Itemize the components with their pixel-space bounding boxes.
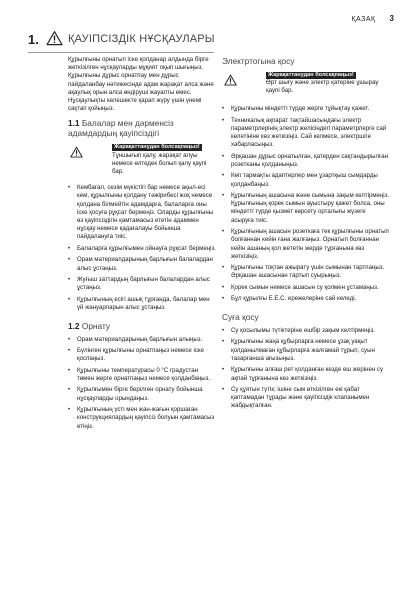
list-item: • Кембағал, сезім мүкістігі бар немесе ақыл-есі кем, құрылғыны қолдану тәжірибесі жоқ немесе қолдана білмейтін адамдарға, балаларға оны іске қосуға рұқсат бермеңіз. Оларды құрылғыны өз қауіпсіздігін қамтамасыз ететін адаммен нұсқау немесе қадағалауы бойынша пайдалануға тиіс. xyxy=(68,184,216,241)
list-item: • Су құятын түтік; ішіне сым өткізілген екі қабат қаптамадан тұрады және қауіпсіздік клапанымен жабдықталған. xyxy=(222,386,390,411)
list-item: • Құрылғыны міндетті түрде жерге тұйықтау қажет. xyxy=(222,105,390,113)
chapter-number: 1. xyxy=(28,32,39,47)
left-column xyxy=(68,56,216,434)
section-heading-water: Суға қосу xyxy=(222,311,259,322)
chapter-title: ҚАУІПСІЗДІК НҰСҚАУЛАРЫ xyxy=(68,33,215,45)
right-column xyxy=(222,56,390,414)
warning-block xyxy=(222,71,390,97)
page-number: 3 xyxy=(389,14,394,23)
warning-triangle-icon xyxy=(70,146,83,158)
language-label: ҚАЗАҚ xyxy=(351,16,376,23)
section-title: Орнату xyxy=(81,320,110,331)
list-item: • Орам материалдарының барлығын алыңыз. xyxy=(68,336,216,344)
warning-triangle-icon xyxy=(224,74,237,86)
section-number: 1.2 xyxy=(68,320,80,331)
section-heading-installation xyxy=(68,321,216,331)
intro-paragraph: Құрылғыны орнатып іске қолданар алдында бірге жеткізілген нұсқауларды мұқият оқып шығыңыз. Құрылғыны дұрыс орнатпау мен дұрыс пайдаланбау нәтижесінде адам жарақат алса және ақаулық орын алса өндіруші жауапты емес. Нұсқаулықты келешекте қарап жүру үшін үнемі сақтап қойыңыз. xyxy=(68,56,214,113)
list-item: • Жуғыш заттардың барлығын балалардан алыс ұстаңыз. xyxy=(68,276,216,292)
section-title: Балалар мен дәрменсіз адамдардың қауіпсіздігі xyxy=(68,118,174,139)
list-item: • Техникалық ақпарат тақтайшасындағы электр параметрлерінің электр желісіндегі параметрлерге сай келетініне көз жеткізіңіз. Сай келмесе, электршіге хабарласыңыз. xyxy=(222,117,390,150)
warning-block xyxy=(68,143,216,176)
chapter-heading xyxy=(28,30,218,52)
list-item: • Қорек сымын немесе ашасын су қолмен ұстамаңыз. xyxy=(222,284,390,292)
list-item: • Бұл құрылғы Е.Е.С. ережелеріне сай келеді. xyxy=(222,295,390,303)
list-item: • Көп тармақты адаптерлер мен ұзартқыш сымдарды қолданбаңыз. xyxy=(222,172,390,188)
list-item: • Бүлінген құрылғыны орнатпаңыз немесе іске қоспаңыз. xyxy=(68,347,216,363)
bullet-list xyxy=(222,327,390,411)
section-heading-children-safety xyxy=(68,118,216,138)
list-item: • Құрылғының ашасын розеткаға тек құрылғыны орнатып болғаннан кейін ғана жалғаңыз. Орнатып болғаннан кейін ашаның қол жететін жерде тұрғанына көз жеткізіңіз. xyxy=(222,228,390,261)
list-item: • Орам материалдарының барлығын балалардан алыс ұстаңыз. xyxy=(68,256,216,272)
list-item: • Әрқашан дұрыс орнатылған, қатерден сақтандырылған розетканы қолданыңыз. xyxy=(222,153,390,169)
warning-text: Өрт шығу және электр қатеріне ұшырау қаупі бар. xyxy=(266,79,379,95)
warning-text: Тұншығып қалу, жарақат алуы немесе өлтедек болып қалу қаупі бар. xyxy=(112,151,207,176)
list-item: • Балаларға құрылғымен ойнауға рұқсат бермеңіз. xyxy=(68,245,216,253)
list-item: • Құрылғыны алғаш рет қолданған кезде еш жерінен су ақпай тұрғанына көз жеткізіңіз. xyxy=(222,366,390,382)
list-item: • Су қосылымы түтіктеріне ешбір зақым келтірмеңіз. xyxy=(222,327,390,335)
list-item: • Құрылғыны температурасы 0 °C градустан төмен жерге орнатпаңыз немесе қолданбаңыз. xyxy=(68,367,216,383)
chapter-divider xyxy=(28,52,214,53)
list-item: • Құрылғыны тоқтан ажырату үшін сымынан тартпаңыз. Әрқашан ашасынан тартып суырыңыз. xyxy=(222,264,390,280)
bullet-list xyxy=(222,105,390,304)
bullet-list xyxy=(68,184,216,312)
warning-label: Жарақаттанудан болсақпаңыз! xyxy=(268,72,354,78)
list-item: • Құрылғының үсті мен жан-жағын қоршаған конструкциялардың қауіпсіз болуын қамтамасыз етіңіз. xyxy=(68,406,216,431)
page-header xyxy=(351,14,394,23)
list-item: • Құрылғының есігі ашық тұрғанда, балалар мен үй жануарларын алыс ұстаңыз. xyxy=(68,296,216,312)
list-item: • Құрылғыны жаңа құбырларға немесе ұзақ уақыт қолданылмаған құбырларға жалғамай тұрып, суын тазарғанша ағызыңыз. xyxy=(222,338,390,363)
list-item: • Құрылғымен бірге берілген орнату бойынша нұсқауларды орындаңыз. xyxy=(68,386,216,402)
warning-triangle-icon xyxy=(46,30,63,46)
section-heading-electrical: Электртогына қосу xyxy=(222,56,295,66)
bullet-list xyxy=(68,336,216,431)
section-number: 1.1 xyxy=(68,118,80,129)
list-item: • Құрылғының ашасына және сымына зақым келтірмеңіз. Құрылғының қорек сымын ауыстыру қажет болса, оны міндетті түрде қызмет көрсету орталығы жүзеге асыруға тиіс. xyxy=(222,192,390,225)
warning-label: Жарақаттанудан болсақпаңыз! xyxy=(114,144,200,151)
